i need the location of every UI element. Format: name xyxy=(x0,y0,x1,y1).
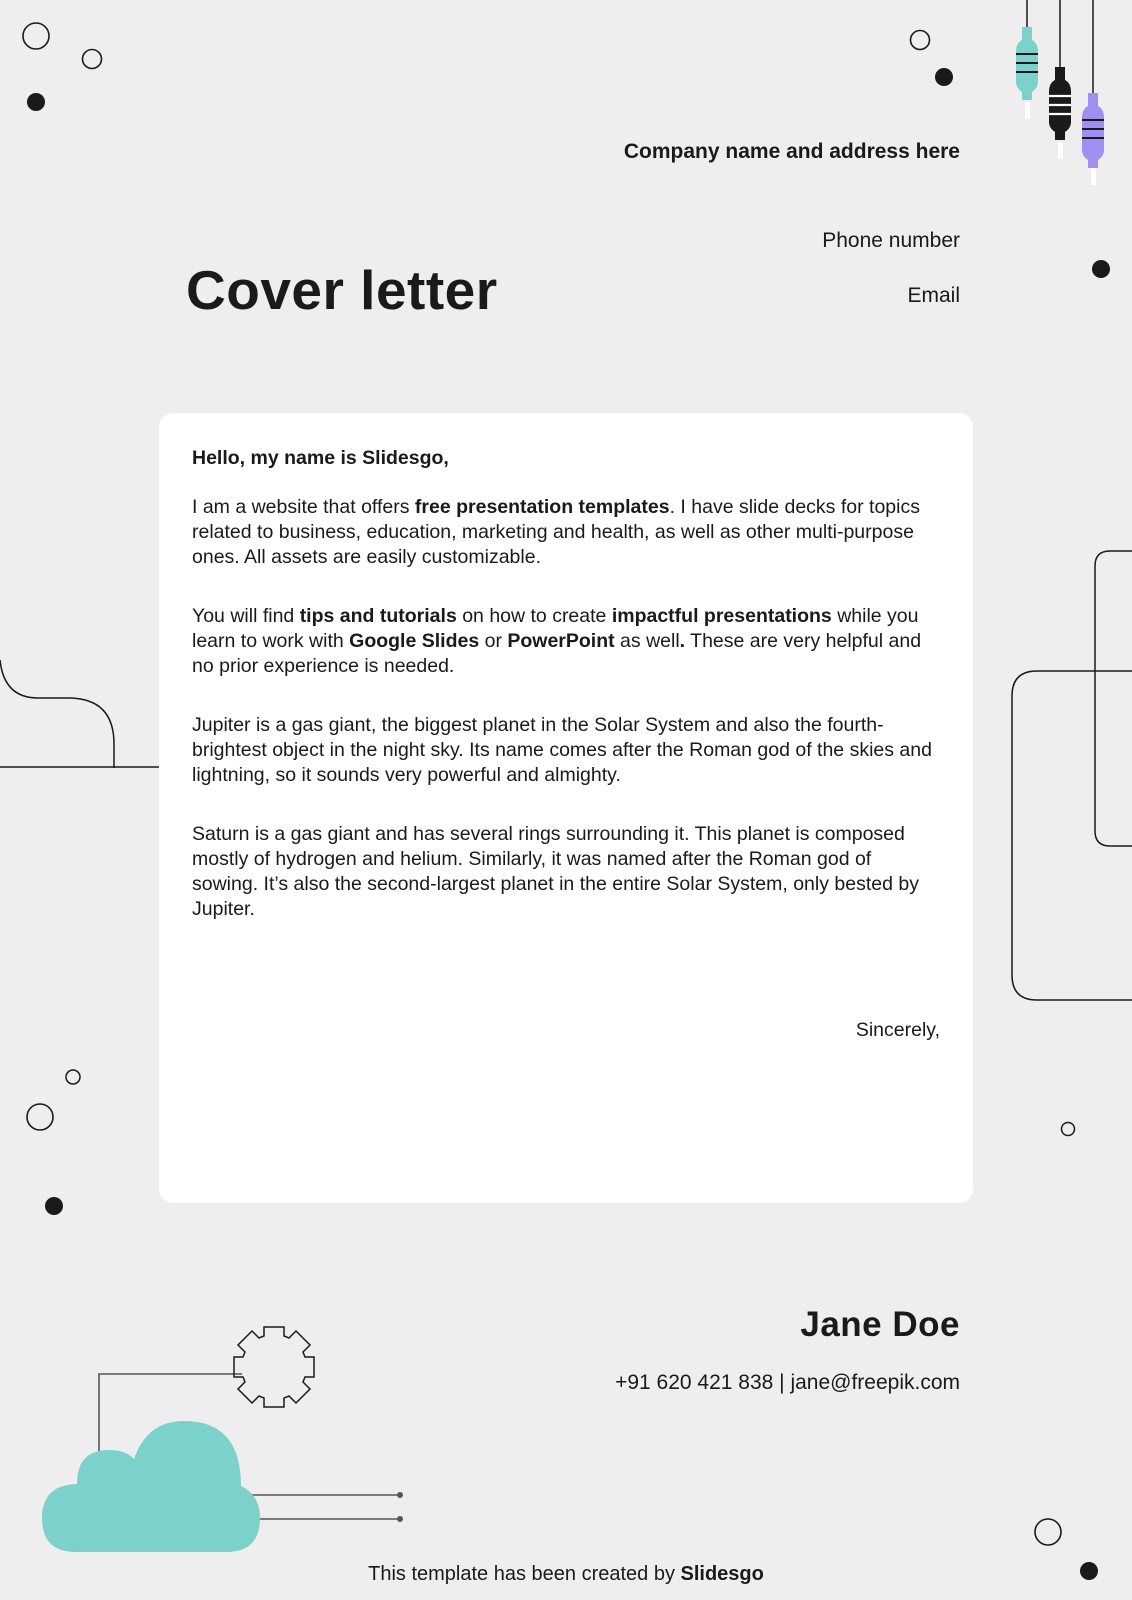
letter-paragraph xyxy=(192,604,942,679)
circle-filled-icon xyxy=(935,68,953,86)
text-run: while you learn to work with xyxy=(192,605,919,652)
circle-outline-icon xyxy=(23,23,102,69)
template-credit xyxy=(0,1563,1132,1586)
circle-outline-icon xyxy=(1035,1519,1061,1545)
cloud-icon xyxy=(42,1421,260,1552)
bold-text-run: impactful presentations xyxy=(611,605,832,627)
bold-text-run: Google Slides xyxy=(349,630,480,652)
letter-card xyxy=(159,413,973,1203)
letter-greeting: Hello, my name is Slidesgo, xyxy=(192,447,449,469)
text-run: I am a website that offers xyxy=(192,496,415,518)
text-run: as well xyxy=(614,630,680,652)
letter-closing: Sincerely, xyxy=(855,1019,940,1041)
curve-line-decoration xyxy=(0,660,114,768)
bold-text-run: PowerPoint xyxy=(507,630,615,652)
text-run: These are very helpful and no prior experience is needed. xyxy=(192,630,922,677)
text-run: . I have slide decks for topics related to business, education, marketing and health, as well as other multi-purpose ones. All assets are easily customizable. xyxy=(192,496,920,568)
letter-paragraph: Jupiter is a gas giant, the biggest planet in the Solar System and also the fourth-brightest object in the night sky. Its name comes after the Roman god of the skies and lightning, so it sounds very powerful and almighty. xyxy=(192,714,932,786)
text-run: on how to create xyxy=(456,605,612,627)
text-run: or xyxy=(479,630,508,652)
bold-text-run: tips and tutorials xyxy=(299,605,457,627)
cloud-network-illustration xyxy=(42,1327,403,1552)
letter-paragraph: Saturn is a gas giant and has several rings surrounding it. This planet is composed mostly of hydrogen and helium. Similarly, it was named after the Roman god of sowing. It’s also the second-largest planet in the entire Solar System, only bested by Jupiter. xyxy=(192,823,919,920)
circle-filled-icon xyxy=(1092,260,1110,278)
phone-number: Phone number xyxy=(822,229,960,252)
circle-outline-icon xyxy=(27,1104,53,1130)
bold-text-run: . xyxy=(679,630,686,652)
circle-outline-icon xyxy=(1062,1123,1075,1136)
pendant-lamp-icon xyxy=(1049,0,1071,159)
circle-filled-icon xyxy=(45,1197,63,1215)
credit-brand: Slidesgo xyxy=(680,1563,764,1585)
gear-icon xyxy=(234,1327,314,1407)
rounded-rect-decoration xyxy=(1012,671,1132,1000)
circle-outline-icon xyxy=(911,31,930,50)
pendant-lamp-icon xyxy=(1082,0,1104,185)
bold-text-run: free presentation templates xyxy=(414,496,670,518)
text-run: You will find xyxy=(192,605,300,627)
company-name-address: Company name and address here xyxy=(623,140,960,163)
circle-filled-icon xyxy=(27,93,45,111)
signature-name: Jane Doe xyxy=(800,1305,960,1344)
pendant-lamp-icon xyxy=(1016,0,1038,119)
credit-text: This template has been created by xyxy=(368,1563,681,1585)
rounded-rect-decoration xyxy=(1095,551,1132,846)
page-title: Cover letter xyxy=(186,259,498,321)
circle-outline-icon xyxy=(66,1070,80,1084)
letter-paragraph xyxy=(192,495,942,570)
letter-body xyxy=(192,447,942,956)
signature-contact: +91 620 421 838 | jane@freepik.com xyxy=(615,1371,960,1394)
email-address: Email xyxy=(907,284,960,307)
